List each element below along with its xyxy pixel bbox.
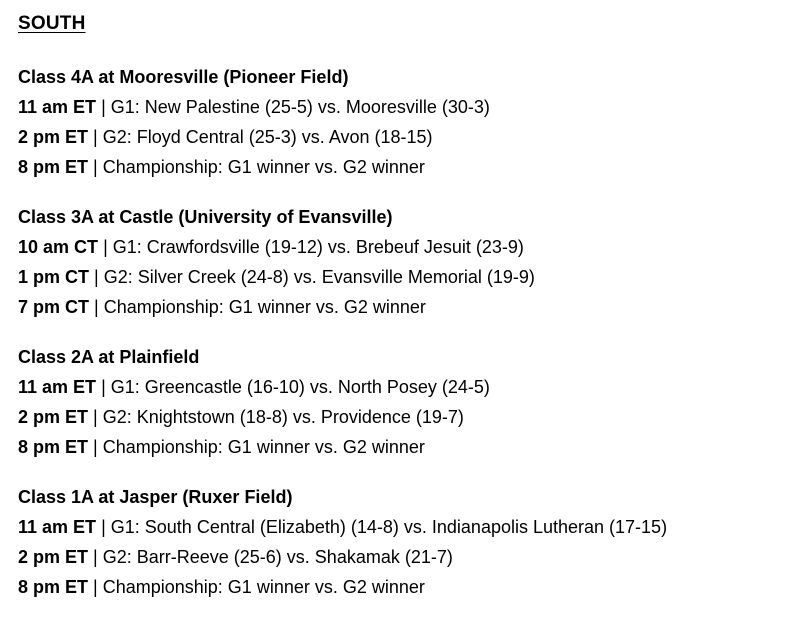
game-row — [18, 232, 798, 262]
game-row — [18, 372, 798, 402]
separator: | — [93, 157, 98, 177]
game-time: 2 pm ET — [18, 407, 89, 427]
game-time: 8 pm ET — [18, 577, 89, 597]
game-description: G1: South Central (Elizabeth) (14-8) vs. Indianapolis Lutheran (17-15) — [110, 517, 668, 537]
game-row — [18, 572, 798, 602]
separator: | — [93, 127, 98, 147]
game-row — [18, 152, 798, 182]
game-time: 8 pm ET — [18, 437, 89, 457]
game-row — [18, 122, 798, 152]
class-list — [18, 62, 798, 602]
class-block — [18, 202, 798, 322]
game-description: G2: Knightstown (18-8) vs. Providence (19-7) — [102, 407, 464, 427]
game-row — [18, 292, 798, 322]
separator: | — [101, 377, 106, 397]
game-time: 11 am ET — [18, 377, 97, 397]
class-block — [18, 62, 798, 182]
class-title: Class 4A at Mooresville (Pioneer Field) — [18, 67, 349, 87]
separator: | — [101, 517, 106, 537]
separator: | — [93, 577, 98, 597]
game-time: 2 pm ET — [18, 127, 89, 147]
schedule-document — [18, 12, 798, 622]
separator: | — [93, 437, 98, 457]
separator: | — [93, 407, 98, 427]
game-description: Championship: G1 winner vs. G2 winner — [102, 437, 425, 457]
game-row — [18, 402, 798, 432]
separator: | — [93, 547, 98, 567]
separator: | — [94, 297, 99, 317]
separator: | — [94, 267, 99, 287]
game-row — [18, 432, 798, 462]
separator: | — [101, 97, 106, 117]
game-time: 2 pm ET — [18, 547, 89, 567]
game-description: G1: New Palestine (25-5) vs. Mooresville (30-3) — [110, 97, 490, 117]
game-time: 1 pm CT — [18, 267, 90, 287]
game-description: Championship: G1 winner vs. G2 winner — [102, 577, 425, 597]
game-description: G2: Floyd Central (25-3) vs. Avon (18-15) — [102, 127, 433, 147]
region-title: SOUTH — [18, 13, 86, 34]
game-time: 7 pm CT — [18, 297, 90, 317]
game-description: G2: Barr-Reeve (25-6) vs. Shakamak (21-7) — [102, 547, 453, 567]
class-title: Class 1A at Jasper (Ruxer Field) — [18, 487, 293, 507]
class-block — [18, 482, 798, 602]
game-time: 10 am CT — [18, 237, 99, 257]
game-description: G1: Crawfordsville (19-12) vs. Brebeuf Jesuit (23-9) — [112, 237, 524, 257]
game-row — [18, 92, 798, 122]
game-row — [18, 512, 798, 542]
separator: | — [103, 237, 108, 257]
game-time: 11 am ET — [18, 517, 97, 537]
class-title: Class 3A at Castle (University of Evansville) — [18, 207, 393, 227]
game-row — [18, 262, 798, 292]
class-block — [18, 342, 798, 462]
game-description: Championship: G1 winner vs. G2 winner — [103, 297, 426, 317]
game-time: 8 pm ET — [18, 157, 89, 177]
class-title: Class 2A at Plainfield — [18, 347, 200, 367]
game-description: Championship: G1 winner vs. G2 winner — [102, 157, 425, 177]
game-description: G1: Greencastle (16-10) vs. North Posey (24-5) — [110, 377, 490, 397]
game-description: G2: Silver Creek (24-8) vs. Evansville Memorial (19-9) — [103, 267, 535, 287]
game-row — [18, 542, 798, 572]
game-time: 11 am ET — [18, 97, 97, 117]
